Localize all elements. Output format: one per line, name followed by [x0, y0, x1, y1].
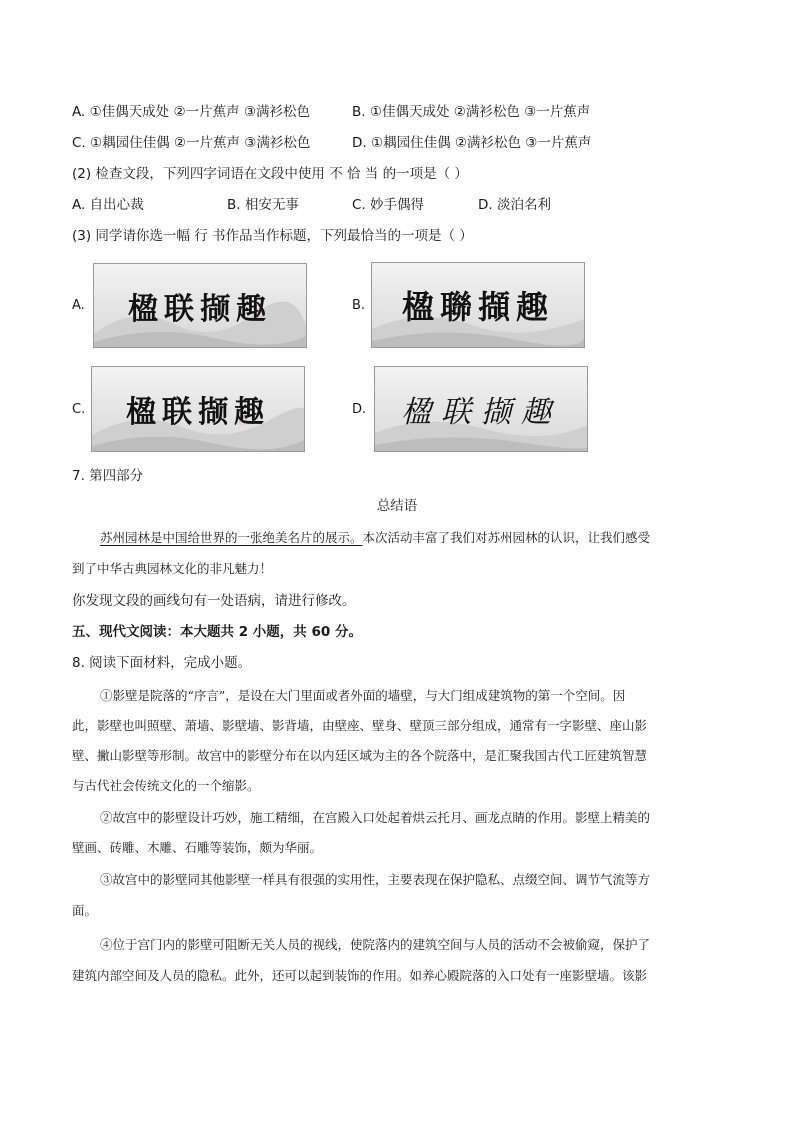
q6-sub2-option-d: D. 淡泊名利 [478, 197, 551, 213]
q7-sentence-continued: 本次活动丰富了我们对苏州园林的认识，让我们感受 [362, 530, 651, 545]
callig-option-b-letter: B. [352, 298, 366, 313]
q7-underlined-sentence: 苏州园林是中国给世界的一张绝美名片的展示。 [100, 530, 363, 545]
q8-p3-line-1: ③故宫中的影壁同其他影壁一样具有很强的实用性，主要表现在保护隐私、点缀空间、调节气流等方 [100, 872, 651, 887]
callig-option-c-letter: C. [72, 402, 86, 417]
q8-p3-line-2: 面。 [72, 903, 98, 918]
calligraphy-text-b: 楹聯擷趣 [401, 288, 554, 326]
q8-p2-line-1: ②故宫中的影壁设计巧妙，施工精细，在宫殿入口处起着烘云托月、画龙点睛的作用。影壁上精美的 [100, 810, 651, 825]
section5-heading: 五、现代文阅读：本大题共 2 小题，共 60 分。 [72, 624, 362, 640]
calligraphy-image-b [371, 262, 585, 348]
q7-title: 总结语 [376, 498, 418, 514]
calligraphy-image-d [374, 366, 588, 452]
callig-option-d-letter: D. [352, 402, 367, 417]
q7-paragraph-line-1 [100, 528, 650, 548]
q6-option-b: B. ①佳偶天成处 ②满衫松色 ③一片蕉声 [352, 104, 591, 120]
callig-option-a-letter: A. [72, 298, 85, 313]
q7-paragraph-line-2: 到了中华古典园林文化的非凡魅力！ [72, 561, 273, 576]
q8-p1-line-3: 壁、撇山影壁等形制。故宫中的影壁分布在以内廷区域为主的各个院落中，是汇聚我国古代工匠建筑智慧 [72, 748, 648, 763]
q6-sub3-question: (3) 同学请你选一幅 行 书作品当作标题，下列最恰当的一项是（ ） [72, 228, 473, 244]
calligraphy-text-a: 楹联撷趣 [128, 291, 272, 327]
calligraphy-text-d: 楹联撷趣 [401, 395, 561, 430]
q6-sub2-question: (2) 检查文段，下列四字词语在文段中使用 不 恰 当 的一项是（ ） [72, 166, 468, 182]
q8-header: 8. 阅读下面材料，完成小题。 [72, 655, 252, 671]
q6-option-c: C. ①耦园住佳偶 ②一片蕉声 ③满衫松色 [72, 135, 311, 151]
q7-prompt: 你发现文段的画线句有一处语病，请进行修改。 [72, 593, 356, 609]
q8-p4-line-2: 建筑内部空间及人员的隐私。此外，还可以起到装饰的作用。如养心殿院落的入口处有一座影壁墙。该影 [72, 968, 648, 983]
q6-option-a: A. ①佳偶天成处 ②一片蕉声 ③满衫松色 [72, 104, 310, 120]
q6-sub2-option-a: A. 自出心裁 [72, 197, 144, 213]
q8-p1-line-1: ①影壁是院落的“序言”，是设在大门里面或者外面的墙壁，与大门组成建筑物的第一个空间。因 [100, 688, 626, 703]
calligraphy-image-a [93, 263, 307, 348]
q7-header: 7. 第四部分 [72, 468, 144, 484]
calligraphy-text-c: 楹联撷趣 [126, 395, 270, 430]
calligraphy-image-c [91, 366, 305, 452]
q8-p2-line-2: 壁画、砖雕、木雕、石雕等装饰，颇为华丽。 [72, 840, 323, 855]
q6-sub2-option-b: B. 相安无事 [227, 197, 299, 213]
q6-sub2-option-c: C. 妙手偶得 [352, 197, 425, 213]
q8-p1-line-2: 此，影壁也叫照壁、萧墙、影壁墙、影背墙，由壁座、壁身、壁顶三部分组成，通常有一字影壁、座山影 [72, 718, 648, 733]
q8-p1-line-4: 与古代社会传统文化的一个缩影。 [72, 778, 260, 793]
q8-p4-line-1: ④位于宫门内的影壁可阻断无关人员的视线，使院落内的建筑空间与人员的活动不会被偷窥，保护了 [100, 937, 651, 952]
q6-option-d: D. ①耦园住佳偶 ②满衫松色 ③一片蕉声 [352, 135, 592, 151]
